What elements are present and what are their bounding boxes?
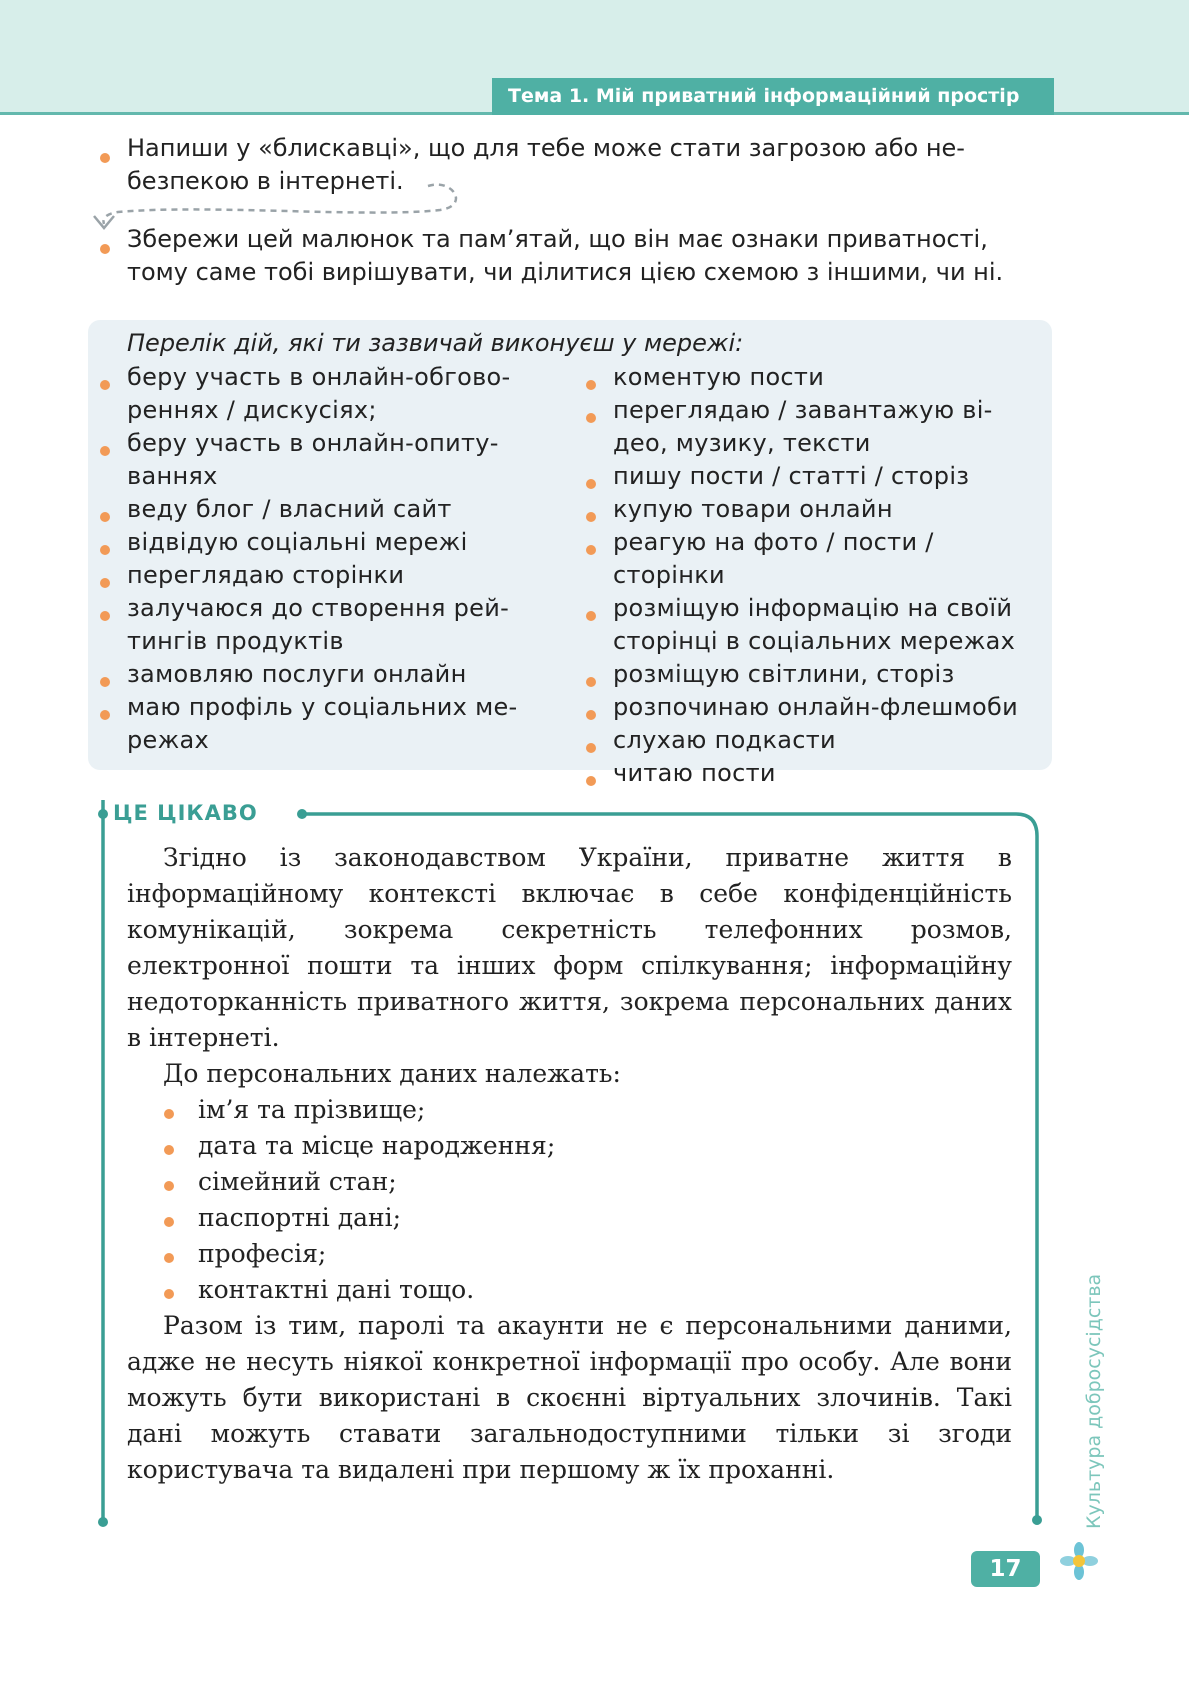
- activity-item: [582, 394, 1044, 460]
- bullet-dot: [164, 1289, 174, 1299]
- bullet-dot: [100, 244, 110, 254]
- bullet-dot: [164, 1109, 174, 1119]
- line: переглядаю / завантажую ві-: [613, 396, 993, 424]
- activity-item: [582, 526, 1044, 592]
- line: ваннях: [127, 462, 218, 490]
- bullet-dot: [164, 1253, 174, 1263]
- line: реагую на фото / пости / сторінки: [613, 528, 934, 589]
- activity-item: [582, 757, 1044, 790]
- activity-item: [96, 691, 564, 757]
- list-item: [127, 1164, 1012, 1200]
- bullet-dot: [586, 512, 596, 522]
- line: слухаю подкасти: [613, 726, 836, 754]
- line: реннях / дискусіях;: [127, 396, 377, 424]
- line: беру участь в онлайн-опиту-: [127, 429, 499, 457]
- bullet-dot: [100, 677, 110, 687]
- interest-body: [127, 840, 1012, 1488]
- instruction-item: [96, 132, 1056, 198]
- line: Збережи цей малюнок та пам’ятай, що він має ознаки приватності,: [127, 225, 988, 253]
- line: переглядаю сторінки: [127, 561, 405, 589]
- bullet-dot: [100, 512, 110, 522]
- bullet-dot: [586, 611, 596, 621]
- activity-item: [582, 658, 1044, 691]
- line: залучаюся до створення рей-: [127, 594, 510, 622]
- list-item-text: сімейний стан;: [198, 1167, 397, 1196]
- activity-column-right: [582, 361, 1044, 790]
- line: Напиши у «блискавці», що для тебе може стати загрозою або не-: [127, 134, 965, 162]
- list-item-text: паспортні дані;: [198, 1203, 402, 1232]
- line: беру участь в онлайн-обгово-: [127, 363, 511, 391]
- line: відвідую соціальні мережі: [127, 528, 468, 556]
- bullet-dot: [586, 710, 596, 720]
- activity-item: [96, 559, 564, 592]
- activity-item: [582, 592, 1044, 658]
- list-item: [127, 1200, 1012, 1236]
- bullet-dot: [164, 1145, 174, 1155]
- line: коментую пости: [613, 363, 825, 391]
- line: розміщую світлини, сторіз: [613, 660, 955, 688]
- line: тингів продуктів: [127, 627, 344, 655]
- line: део, музику, тексти: [613, 429, 871, 457]
- bullet-dot: [586, 413, 596, 423]
- bullet-dot: [100, 380, 110, 390]
- line: розпочинаю онлайн-флешмоби: [613, 693, 1019, 721]
- interest-paragraph: До персональних даних належать:: [163, 1059, 621, 1088]
- bullet-dot: [586, 380, 596, 390]
- bullet-dot: [100, 611, 110, 621]
- line: маю профіль у соціальних ме-: [127, 693, 518, 721]
- activity-item: [582, 691, 1044, 724]
- bullet-dot: [586, 479, 596, 489]
- topic-header: Тема 1. Мій приватний інформаційний простір: [492, 78, 1054, 115]
- interest-paragraph: Згідно із законодавством України, приватне життя в інформаційному контексті включає в себе конфіденційність комунікацій, зокрема секретність телефонних розмов, електронної пошти та інших форм спілкування; інформаційну недоторканність приватного життя, зокрема персональних даних в інтернеті.: [127, 843, 1012, 1052]
- activity-item: [582, 361, 1044, 394]
- interest-paragraph: Разом із тим, паролі та акаунти не є персональними даними, адже не несуть ніякої конкретної інформації про особу. Але вони можуть бути використані в скоєнні віртуальних злочинів. Такі дані можуть ставати загальнодоступними тільки зі згоди користувача та видалені при першому ж їх проханні.: [127, 1311, 1012, 1484]
- activity-item: [96, 427, 564, 493]
- activity-column-left: [96, 361, 564, 757]
- bullet-dot: [586, 776, 596, 786]
- line: режах: [127, 726, 210, 754]
- instruction-list: [96, 132, 1056, 289]
- list-item-text: ім’я та прізвище;: [198, 1095, 426, 1124]
- personal-data-list: [127, 1092, 1012, 1308]
- activity-list-title: Перелік дій, які ти зазвичай виконуєш у мережі:: [127, 329, 744, 357]
- activity-item: [96, 526, 564, 559]
- line: купую товари онлайн: [613, 495, 893, 523]
- activity-item: [96, 493, 564, 526]
- activity-item: [582, 493, 1044, 526]
- line: тому саме тобі вирішувати, чи ділитися цією схемою з іншими, чи ні.: [127, 258, 1004, 286]
- bullet-dot: [164, 1217, 174, 1227]
- line: безпекою в інтернеті.: [127, 167, 404, 195]
- line: читаю пости: [613, 759, 776, 787]
- list-item: [127, 1092, 1012, 1128]
- bullet-dot: [100, 153, 110, 163]
- activity-item: [96, 361, 564, 427]
- bullet-dot: [100, 545, 110, 555]
- line: веду блог / власний сайт: [127, 495, 452, 523]
- list-item: [127, 1128, 1012, 1164]
- bullet-dot: [586, 545, 596, 555]
- bullet-dot: [100, 578, 110, 588]
- activity-item: [96, 658, 564, 691]
- list-item-text: контактні дані тощо.: [198, 1275, 475, 1304]
- interest-title: ЦЕ ЦІКАВО: [113, 801, 258, 825]
- list-item: [127, 1236, 1012, 1272]
- bullet-dot: [100, 710, 110, 720]
- instruction-item: [96, 223, 1056, 289]
- flower-icon: [1059, 1541, 1099, 1581]
- page-number: 17: [971, 1551, 1040, 1587]
- bullet-dot: [100, 446, 110, 456]
- bullet-dot: [586, 743, 596, 753]
- line: замовляю послуги онлайн: [127, 660, 467, 688]
- section-side-label: Культура добросусідства: [1083, 1273, 1105, 1529]
- line: розміщую інформацію на своїй: [613, 594, 1013, 622]
- activity-item: [582, 460, 1044, 493]
- bullet-dot: [586, 677, 596, 687]
- list-item-text: професія;: [198, 1239, 327, 1268]
- list-item: [127, 1272, 1012, 1308]
- activity-item: [96, 592, 564, 658]
- line: сторінці в соціальних мережах: [613, 627, 1016, 655]
- line: пишу пости / статті / сторіз: [613, 462, 970, 490]
- activity-item: [582, 724, 1044, 757]
- bullet-dot: [164, 1181, 174, 1191]
- list-item-text: дата та місце народження;: [198, 1131, 556, 1160]
